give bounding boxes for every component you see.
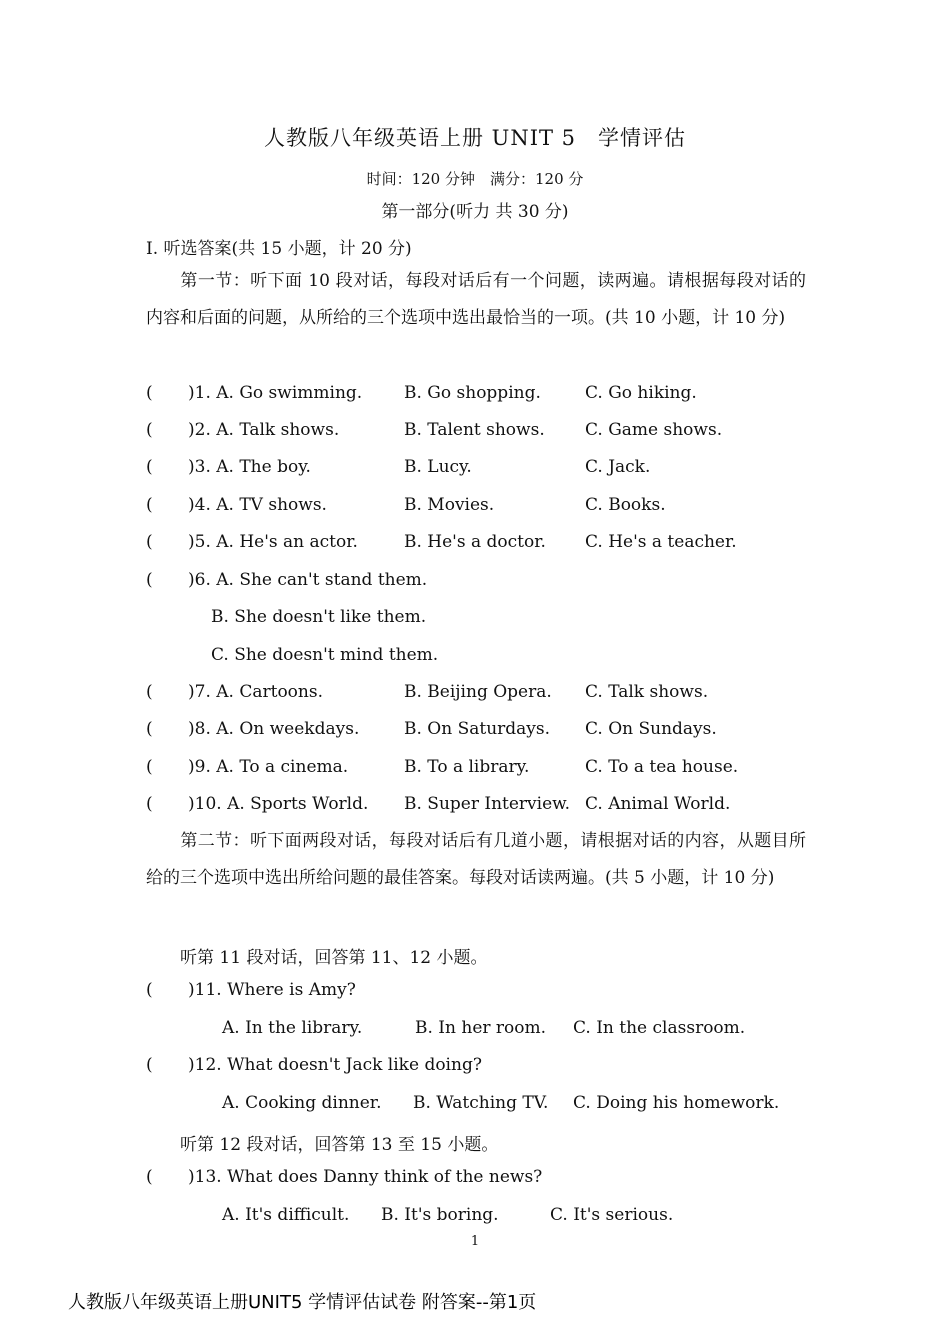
- option-b: B. Beijing Opera.: [404, 682, 552, 702]
- option-b: B. On Saturdays.: [404, 719, 551, 739]
- answer-blank[interactable]: (: [146, 457, 153, 477]
- exam-meta: 时间：120 分钟 满分：120 分: [366, 170, 584, 188]
- option-a: )4. A. TV shows.: [188, 495, 327, 515]
- page-number: 1: [470, 1234, 480, 1249]
- answer-blank[interactable]: (: [146, 532, 153, 552]
- option-c: C. To a tea house.: [585, 757, 739, 777]
- dialog-12-heading: 听第 12 段对话，回答第 13 至 15 小题。: [180, 1135, 499, 1155]
- answer-blank[interactable]: (: [146, 757, 153, 777]
- option-a: )7. A. Cartoons.: [188, 682, 323, 702]
- option-a: )9. A. To a cinema.: [188, 757, 349, 777]
- option-c: C. In the classroom.: [573, 1018, 746, 1038]
- option-b: B. In her room.: [415, 1018, 547, 1038]
- dialog-11-heading: 听第 11 段对话，回答第 11、12 小题。: [180, 948, 488, 968]
- answer-blank[interactable]: (: [146, 1167, 153, 1187]
- answer-blank[interactable]: (: [146, 420, 153, 440]
- option-a: )10. A. Sports World.: [188, 794, 369, 814]
- part-heading: 第一部分(听力 共 30 分): [381, 202, 569, 222]
- answer-blank[interactable]: (: [146, 383, 153, 403]
- answer-blank[interactable]: (: [146, 719, 153, 739]
- option-c: C. Game shows.: [585, 420, 723, 440]
- option-a: A. In the library.: [222, 1018, 363, 1038]
- option-c: C. On Sundays.: [585, 719, 717, 739]
- option-c: C. She doesn't mind them.: [211, 645, 439, 665]
- question-stem: )11. Where is Amy?: [188, 980, 356, 1000]
- option-b: B. To a library.: [404, 757, 530, 777]
- option-c: C. Talk shows.: [585, 682, 709, 702]
- answer-blank[interactable]: (: [146, 1055, 153, 1075]
- option-a: A. It's difficult.: [222, 1205, 350, 1225]
- option-a: )5. A. He's an actor.: [188, 532, 358, 552]
- option-c: C. Doing his homework.: [573, 1093, 780, 1113]
- page-title: 人教版八年级英语上册 UNIT 5 学情评估: [263, 126, 687, 150]
- option-b: B. Go shopping.: [404, 383, 541, 403]
- answer-blank[interactable]: (: [146, 794, 153, 814]
- question-stem: )13. What does Danny think of the news?: [188, 1167, 543, 1187]
- option-c: C. Go hiking.: [585, 383, 697, 403]
- option-b: B. Talent shows.: [404, 420, 545, 440]
- option-c: C. Jack.: [585, 457, 651, 477]
- option-b: B. Lucy.: [404, 457, 472, 477]
- answer-blank[interactable]: (: [146, 495, 153, 515]
- option-b: B. It's boring.: [381, 1205, 499, 1225]
- question-stem: )12. What doesn't Jack like doing?: [188, 1055, 482, 1075]
- instructions-text: 第一节：听下面 10 段对话，每段对话后有一个问题，读两遍。请根据每段对话的内容和后面的问题，从所给的三个选项中选出最恰当的一项。(共 10 小题，计 10 分): [146, 271, 806, 328]
- option-a: )3. A. The boy.: [188, 457, 311, 477]
- instructions-section-1: [146, 263, 806, 337]
- document-footer: 人教版八年级英语上册UNIT5 学情评估试卷 附答案--第1页: [68, 1292, 537, 1313]
- option-a: )6. A. She can't stand them.: [188, 570, 428, 590]
- option-a: A. Cooking dinner.: [222, 1093, 382, 1113]
- option-c: C. Animal World.: [585, 794, 731, 814]
- option-a: )2. A. Talk shows.: [188, 420, 340, 440]
- option-b: B. Movies.: [404, 495, 495, 515]
- option-b: B. Watching TV.: [413, 1093, 549, 1113]
- option-a: )8. A. On weekdays.: [188, 719, 360, 739]
- section-heading: Ⅰ. 听选答案(共 15 小题，计 20 分): [146, 239, 412, 259]
- instructions-text: 第二节：听下面两段对话，每段对话后有几道小题，请根据对话的内容，从题目所给的三个选项中选出所给问题的最佳答案。每段对话读两遍。(共 5 小题，计 10 分): [146, 831, 806, 888]
- option-a: )1. A. Go swimming.: [188, 383, 363, 403]
- answer-blank[interactable]: (: [146, 682, 153, 702]
- option-b: B. He's a doctor.: [404, 532, 546, 552]
- answer-blank[interactable]: (: [146, 980, 153, 1000]
- option-c: C. He's a teacher.: [585, 532, 737, 552]
- option-c: C. It's serious.: [550, 1205, 674, 1225]
- option-c: C. Books.: [585, 495, 666, 515]
- option-b: B. Super Interview.: [404, 794, 571, 814]
- instructions-section-2: [146, 823, 806, 897]
- answer-blank[interactable]: (: [146, 570, 153, 590]
- option-b: B. She doesn't like them.: [211, 607, 427, 627]
